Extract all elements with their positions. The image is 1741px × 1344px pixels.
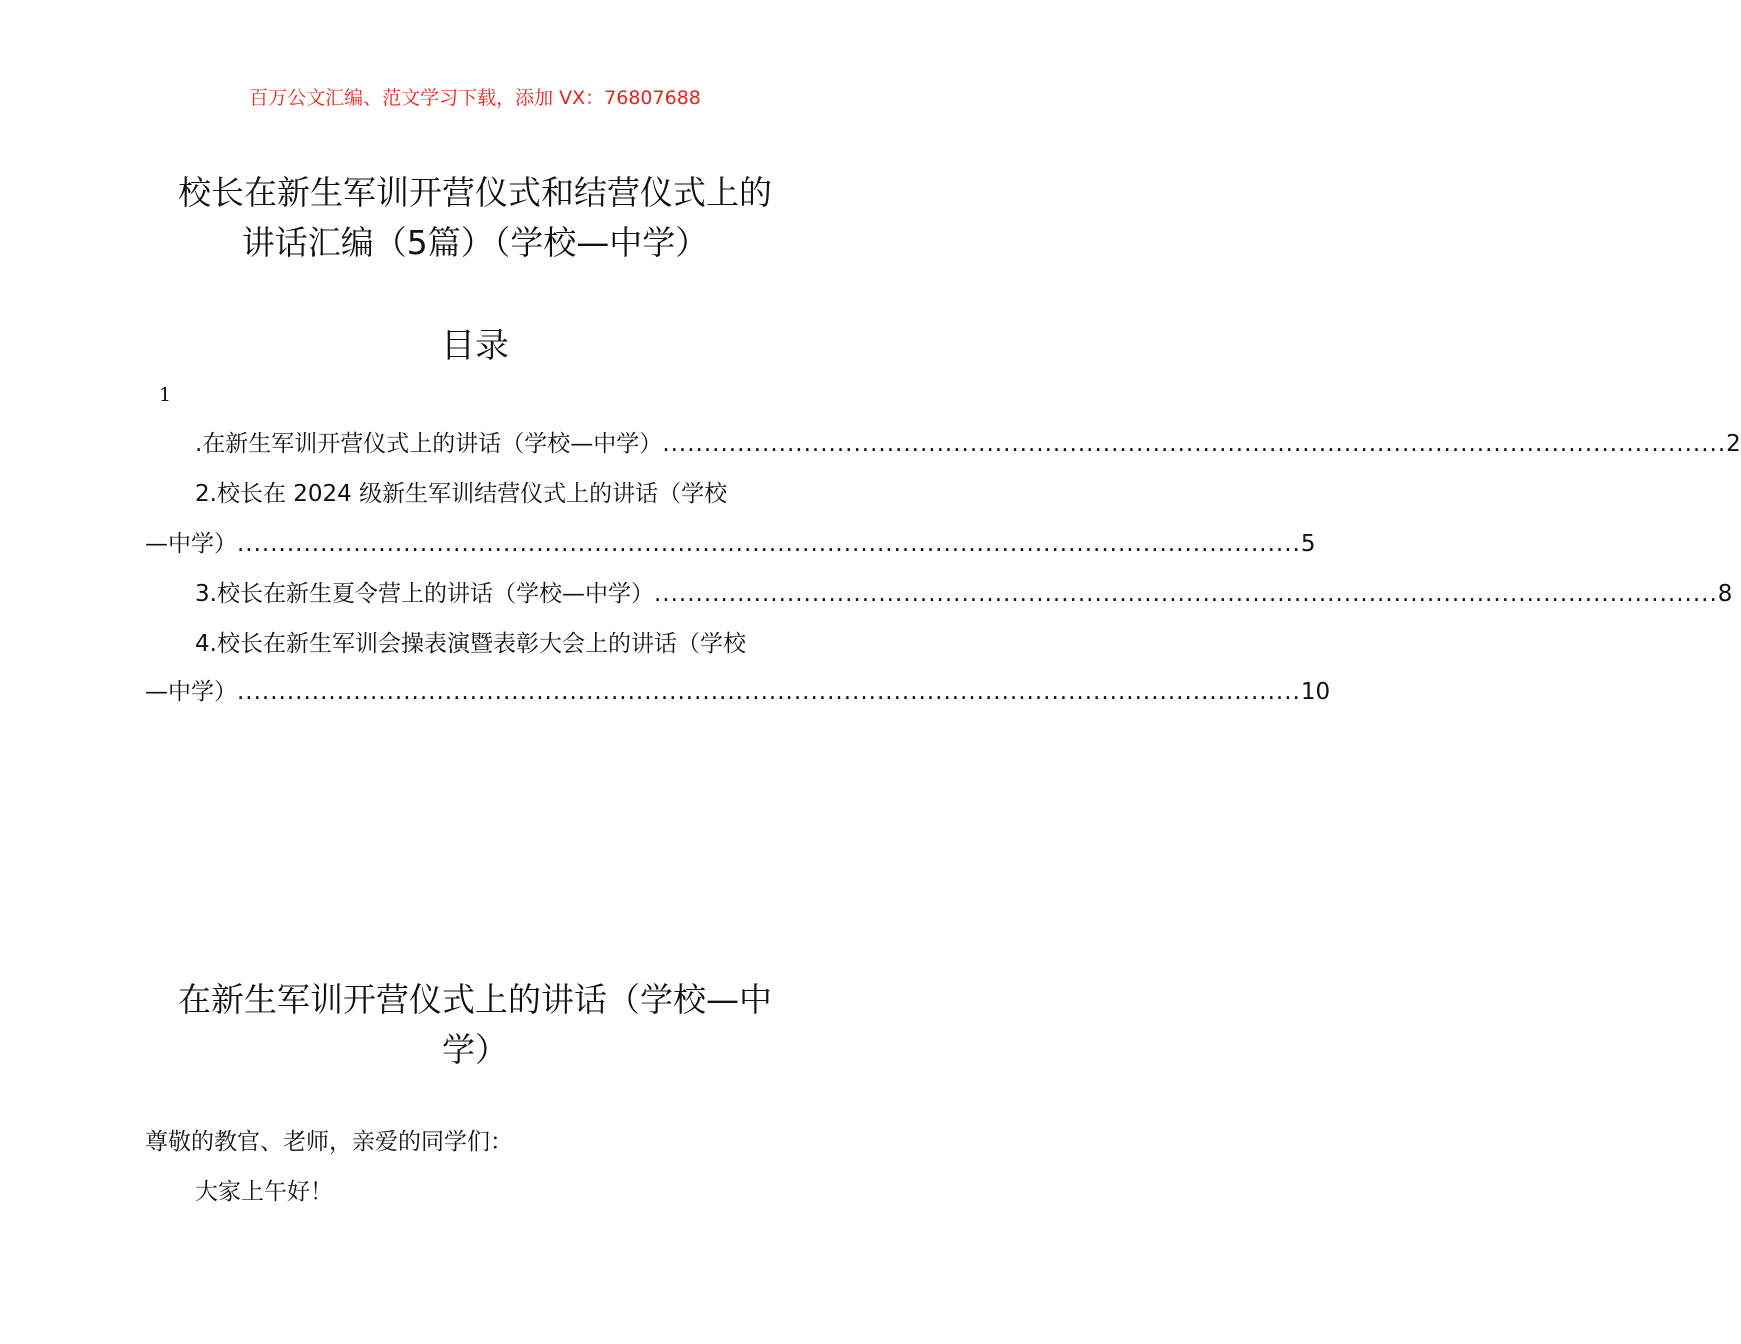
greeting: 大家上午好！ (195, 1179, 333, 1205)
toc-entry-1-leader: ................................................................................................................................ (662, 431, 1727, 457)
toc-entry-2-continuation[interactable] (145, 527, 1316, 561)
toc-entry-4-page: 10 (1300, 679, 1331, 705)
toc-entry-4-text-line-2: —中学） (145, 679, 237, 705)
toc-entry-2-page: 5 (1300, 531, 1316, 557)
toc-entry-1[interactable] (195, 427, 1741, 461)
toc-heading: 目录 (441, 326, 509, 366)
promo-banner-text: 百万公文汇编、范文学习下载，添加 VX：76807688 (249, 87, 701, 109)
section-title (0, 975, 950, 1075)
document-title (0, 168, 950, 268)
toc-entry-2-leader: ................................................................................................................................ (237, 531, 1301, 557)
toc-entry-3-text: 3.校长在新生夏令营上的讲话（学校—中学） (195, 581, 654, 607)
salutation: 尊敬的教官、老师，亲爱的同学们： (145, 1129, 513, 1155)
promo-banner (0, 84, 950, 112)
toc-entry-4-text-line-1: 4.校长在新生军训会操表演暨表彰大会上的讲话（学校 (195, 631, 746, 657)
section-title-line-2: 学） (442, 1030, 508, 1069)
toc-entry-3-page: 8 (1717, 581, 1733, 607)
toc-entry-4-continuation[interactable] (145, 675, 1331, 709)
toc-entry-4[interactable] (195, 627, 805, 661)
document-title-line-1: 校长在新生军训开营仪式和结营仪式上的 (178, 173, 772, 212)
toc-entry-4-leader: ................................................................................................................................ (237, 679, 1301, 705)
toc-stray-number: 1 (159, 384, 172, 406)
toc-entry-1-page: 2 (1726, 431, 1741, 457)
toc-entry-3-leader: ................................................................................................................................ (653, 581, 1718, 607)
toc-entry-2-text-line-2: —中学） (145, 531, 237, 557)
toc-entry-2-text-line-1: 2.校长在 2024 级新生军训结营仪式上的讲话（学校 (195, 481, 728, 507)
toc-entry-3[interactable] (195, 577, 1733, 611)
section-title-line-1: 在新生军训开营仪式上的讲话（学校—中 (178, 980, 772, 1019)
toc-entry-2[interactable] (195, 477, 805, 511)
document-title-line-2: 讲话汇编（5篇）（学校—中学） (241, 223, 709, 262)
toc-entry-1-text: .在新生军训开营仪式上的讲话（学校—中学） (195, 431, 663, 457)
